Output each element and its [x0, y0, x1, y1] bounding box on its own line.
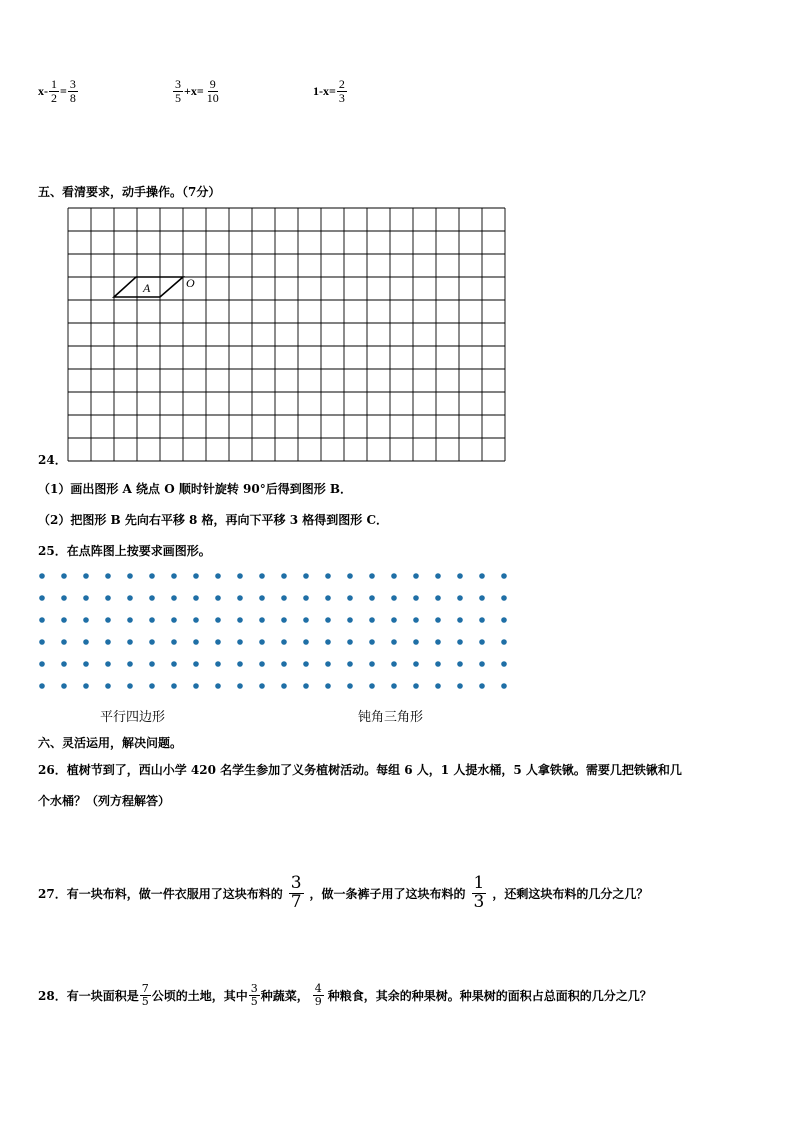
lattice-dot	[391, 617, 397, 623]
lattice-dot	[325, 661, 331, 667]
q27-text-3: ，还剩这块布料的几分之几？	[492, 886, 649, 901]
lattice-dot	[215, 617, 221, 623]
equation-2	[172, 78, 222, 104]
lattice-dot	[171, 595, 177, 601]
lattice-dot	[479, 595, 485, 601]
lattice-dot	[303, 595, 309, 601]
lattice-dot	[39, 617, 45, 623]
lattice-dot	[369, 595, 375, 601]
lattice-dot	[435, 683, 441, 689]
eq1-lhs: x-	[38, 83, 48, 98]
lattice-dot	[83, 661, 89, 667]
lattice-dot	[501, 639, 507, 645]
eq1-denominator: 2	[51, 90, 57, 105]
lattice-dot	[83, 617, 89, 623]
lattice-dot	[171, 573, 177, 579]
lattice-dot	[391, 639, 397, 645]
q28-text-4: 种粮食，其余的种果树。种果树的面积占总面积的几分之几？	[327, 988, 652, 1003]
q28-text-2: 公顷的土地，其中	[151, 988, 248, 1003]
eq2-fraction	[173, 78, 183, 104]
q24-part-1: （1）画出图形 A 绕点 O 顺时针旋转 90°后得到图形 B．	[38, 482, 353, 496]
lattice-dot	[369, 661, 375, 667]
eq2-result-denominator: 10	[206, 90, 219, 105]
lattice-dot	[171, 683, 177, 689]
lattice-dot	[325, 573, 331, 579]
lattice-dot	[435, 573, 441, 579]
lattice-dot	[369, 617, 375, 623]
q27-f2-denominator: 3	[473, 891, 485, 912]
q28-f3-numerator: 4	[314, 982, 322, 995]
q28-fraction-3	[313, 983, 324, 1007]
lattice-dot	[325, 617, 331, 623]
q28-text-1: 28．有一块面积是	[38, 988, 139, 1003]
eq2-result-numerator: 9	[209, 77, 216, 91]
eq3-result-denominator: 3	[338, 90, 345, 105]
lattice-dot	[369, 573, 375, 579]
lattice-dot	[127, 639, 133, 645]
eq3-lhs: 1-x=	[313, 83, 336, 98]
lattice-dot	[347, 595, 353, 601]
lattice-dot	[391, 595, 397, 601]
lattice-dot	[237, 617, 243, 623]
lattice-dot	[83, 683, 89, 689]
lattice-dot	[435, 639, 441, 645]
lattice-dot	[457, 573, 463, 579]
lattice-dot	[105, 573, 111, 579]
lattice-dot	[127, 617, 133, 623]
eq2-result-fraction	[205, 78, 221, 104]
lattice-dot	[259, 595, 265, 601]
q28-f2-denominator: 5	[250, 994, 258, 1008]
lattice-dot	[193, 683, 199, 689]
lattice-dot	[501, 683, 507, 689]
q27-f1-denominator: 7	[290, 891, 302, 912]
lattice-dot	[457, 683, 463, 689]
lattice-dot	[237, 573, 243, 579]
lattice-dot	[413, 595, 419, 601]
lattice-dot	[347, 617, 353, 623]
eq1-equals: =	[60, 83, 67, 98]
lattice-dot	[479, 661, 485, 667]
q27-text-2: ，做一条裤子用了这块布料的	[309, 886, 466, 901]
q27-f2-numerator: 1	[473, 873, 485, 893]
lattice-dot	[149, 639, 155, 645]
lattice-dot	[501, 595, 507, 601]
lattice-dot	[149, 595, 155, 601]
eq1-numerator: 1	[51, 77, 57, 91]
lattice-dot	[479, 573, 485, 579]
eq3-result-fraction	[337, 78, 347, 104]
lattice-dot	[237, 595, 243, 601]
lattice-dot	[215, 661, 221, 667]
q28-f1-denominator: 5	[141, 994, 149, 1008]
lattice-dot	[105, 617, 111, 623]
equation-1	[38, 78, 79, 104]
lattice-dot	[127, 683, 133, 689]
lattice-dot	[303, 639, 309, 645]
lattice-dot	[281, 639, 287, 645]
q28-f3-denominator: 9	[314, 994, 322, 1008]
lattice-dot	[193, 617, 199, 623]
label-parallelogram: 平行四边形	[100, 710, 166, 725]
lattice-dot	[171, 661, 177, 667]
lattice-dot	[281, 683, 287, 689]
q25-text: 25．在点阵图上按要求画图形。	[38, 544, 211, 558]
lattice-dot	[281, 661, 287, 667]
grid-lines	[68, 208, 505, 461]
lattice-dot	[303, 683, 309, 689]
lattice-dot	[259, 617, 265, 623]
lattice-dot	[259, 661, 265, 667]
lattice-dot	[347, 573, 353, 579]
lattice-dot	[61, 661, 67, 667]
lattice-dot	[457, 595, 463, 601]
lattice-dot	[347, 661, 353, 667]
q28	[38, 983, 652, 1007]
lattice-dot	[457, 617, 463, 623]
q27-fraction-1	[289, 875, 304, 912]
lattice-dot	[391, 683, 397, 689]
lattice-dot	[193, 639, 199, 645]
lattice-dot	[215, 683, 221, 689]
eq2-numerator: 3	[175, 77, 181, 91]
section-5-heading: 五、看清要求，动手操作。（7分）	[38, 185, 221, 199]
lattice-dot	[237, 661, 243, 667]
lattice-dot	[347, 639, 353, 645]
eq1-result-numerator: 3	[69, 77, 76, 91]
q27-f1-numerator: 3	[290, 873, 302, 893]
lattice-dot	[61, 573, 67, 579]
lattice-dot	[325, 595, 331, 601]
lattice-dot	[479, 639, 485, 645]
q28-text-3: 种蔬菜，	[260, 988, 309, 1003]
grid-figure	[60, 200, 510, 465]
lattice-dot	[61, 639, 67, 645]
lattice-dot	[127, 661, 133, 667]
lattice-dot	[171, 617, 177, 623]
lattice-dot	[83, 573, 89, 579]
lattice-dot	[413, 573, 419, 579]
lattice-dot	[413, 661, 419, 667]
q28-fraction-1	[140, 983, 151, 1007]
lattice-dot	[259, 639, 265, 645]
lattice-dot	[281, 573, 287, 579]
q24-part-2: （2）把图形 B 先向右平移 8 格，再向下平移 3 格得到图形 C．	[38, 513, 388, 527]
lattice-dot	[479, 617, 485, 623]
lattice-dot	[39, 683, 45, 689]
eq1-result-fraction	[68, 78, 78, 104]
lattice-dot	[413, 639, 419, 645]
dots	[39, 573, 507, 689]
eq1-fraction	[49, 78, 59, 104]
q26-line-2: 个水桶？（列方程解答）	[38, 794, 171, 808]
lattice-dot	[435, 595, 441, 601]
eq1-result-denominator: 8	[69, 90, 76, 105]
lattice-dot	[325, 683, 331, 689]
lattice-dot	[501, 617, 507, 623]
lattice-dot	[347, 683, 353, 689]
lattice-dot	[259, 683, 265, 689]
lattice-dot	[105, 661, 111, 667]
lattice-dot	[149, 573, 155, 579]
lattice-dot	[39, 661, 45, 667]
eq2-mid: +x=	[184, 83, 204, 98]
lattice-dot	[391, 661, 397, 667]
lattice-dot	[435, 661, 441, 667]
lattice-dot	[479, 683, 485, 689]
lattice-dot	[193, 573, 199, 579]
lattice-dot	[171, 639, 177, 645]
section-6-heading: 六、灵活运用，解决问题。	[38, 736, 183, 750]
label-obtuse-triangle: 钝角三角形	[358, 710, 424, 725]
q26-line-1: 26．植树节到了，西山小学 420 名学生参加了义务植树活动。每组 6 人，1 人提水桶，5 人拿铁锹。需要几把铁锹和几	[38, 763, 682, 777]
lattice-dot	[149, 683, 155, 689]
dot-grid	[30, 566, 520, 696]
lattice-dot	[83, 639, 89, 645]
q28-f2-numerator: 3	[250, 982, 258, 995]
lattice-dot	[457, 639, 463, 645]
q24-number: 24．	[38, 453, 67, 467]
lattice-dot	[303, 661, 309, 667]
lattice-dot	[259, 573, 265, 579]
lattice-dot	[149, 617, 155, 623]
lattice-dot	[237, 683, 243, 689]
point-o-label: O	[186, 276, 195, 290]
lattice-dot	[369, 683, 375, 689]
lattice-dot	[149, 661, 155, 667]
lattice-dot	[127, 595, 133, 601]
lattice-dot	[281, 617, 287, 623]
lattice-dot	[215, 573, 221, 579]
lattice-dot	[127, 573, 133, 579]
lattice-dot	[193, 661, 199, 667]
lattice-dot	[413, 617, 419, 623]
q27	[38, 875, 648, 912]
lattice-dot	[61, 595, 67, 601]
lattice-dot	[237, 639, 243, 645]
equation-3	[313, 78, 348, 104]
lattice-dot	[303, 617, 309, 623]
eq3-result-numerator: 2	[338, 77, 345, 91]
lattice-dot	[391, 573, 397, 579]
lattice-dot	[457, 661, 463, 667]
lattice-dot	[105, 639, 111, 645]
lattice-dot	[105, 683, 111, 689]
lattice-dot	[369, 639, 375, 645]
lattice-dot	[39, 639, 45, 645]
lattice-dot	[501, 573, 507, 579]
shape-a-label: A	[143, 281, 151, 295]
q27-fraction-2	[472, 875, 487, 912]
lattice-dot	[215, 639, 221, 645]
lattice-dot	[39, 595, 45, 601]
lattice-dot	[193, 595, 199, 601]
lattice-dot	[325, 639, 331, 645]
lattice-dot	[413, 683, 419, 689]
lattice-dot	[61, 683, 67, 689]
q28-fraction-2	[249, 983, 260, 1007]
lattice-dot	[39, 573, 45, 579]
lattice-dot	[435, 617, 441, 623]
lattice-dot	[281, 595, 287, 601]
q28-f1-numerator: 7	[141, 982, 149, 995]
q27-text-1: 27．有一块布料，做一件衣服用了这块布料的	[38, 886, 283, 901]
lattice-dot	[61, 617, 67, 623]
eq2-denominator: 5	[175, 90, 181, 105]
lattice-dot	[303, 573, 309, 579]
lattice-dot	[501, 661, 507, 667]
lattice-dot	[105, 595, 111, 601]
lattice-dot	[83, 595, 89, 601]
lattice-dot	[215, 595, 221, 601]
